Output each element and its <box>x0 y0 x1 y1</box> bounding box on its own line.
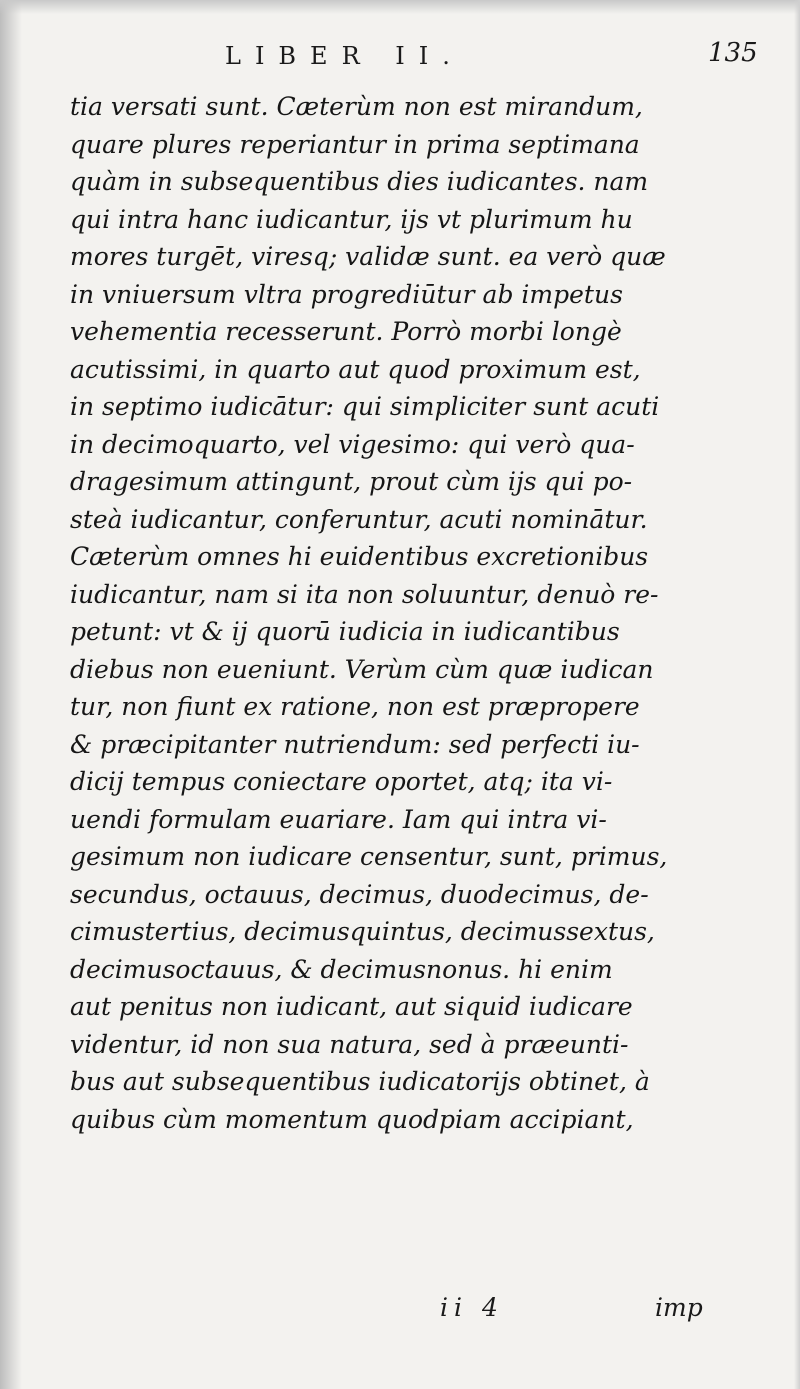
text-line: dicij tempus coniectare oportet, atq; ita vi- <box>70 767 613 796</box>
catchword: imp <box>655 1293 703 1322</box>
text-line: quibus cùm momentum quodpiam accipiant, <box>70 1104 634 1134</box>
gutter-shadow <box>0 0 22 1389</box>
top-edge-shadow <box>0 0 800 14</box>
text-line: aut penitus non iudicant, aut siquid iudicare <box>70 992 633 1021</box>
text-line: acutissimi, in quarto aut quod proximum est, <box>70 354 641 384</box>
text-line: in decimoquarto, vel vigesimo: qui verò qua- <box>70 429 635 459</box>
text-line: in vniuersum vltra progrediūtur ab impetus <box>70 279 623 309</box>
text-line: petunt: vt & ij quorū iudicia in iudicantibus <box>70 617 620 646</box>
text-line: iudicantur, nam si ita non soluuntur, denuò re- <box>70 579 659 609</box>
text-line: diebus non eueniunt. Verùm cùm quæ iudican <box>70 654 654 684</box>
running-head: LIBER II. <box>225 42 464 70</box>
page-number: 135 <box>708 38 758 68</box>
right-page-edge <box>794 0 800 1389</box>
signature-mark: ii 4 <box>440 1293 504 1322</box>
text-line: in septimo iudicātur: qui simpliciter sunt acuti <box>70 392 660 421</box>
text-line: & præcipitanter nutriendum: sed perfecti iu- <box>70 729 640 759</box>
text-line: tia versati sunt. Cæterùm non est mirandum, <box>70 92 643 121</box>
text-line: dragesimum attingunt, prout cùm ijs qui po- <box>70 467 633 496</box>
text-line: quàm in subsequentibus dies iudicantes. nam <box>70 167 649 196</box>
text-line: steà iudicantur, conferuntur, acuti nominātur. <box>70 504 648 534</box>
text-line: quare plures reperiantur in prima septimana <box>70 129 640 159</box>
text-line: bus aut subsequentibus iudicatorijs obtinet, à <box>70 1067 650 1096</box>
text-line: vehementia recesserunt. Porrò morbi longè <box>70 317 622 346</box>
text-line: mores turgēt, viresq; validæ sunt. ea verò quæ <box>70 242 666 271</box>
text-line: cimustertius, decimusquintus, decimussextus, <box>70 917 655 946</box>
text-line: gesimum non iudicare censentur, sunt, primus, <box>70 842 668 871</box>
text-line: tur, non fiunt ex ratione, non est præpropere <box>70 692 640 721</box>
text-line: secundus, octauus, decimus, duodecimus, de- <box>70 879 649 909</box>
text-line: decimusoctauus, & decimusnonus. hi enim <box>70 954 613 984</box>
text-block <box>70 88 720 1138</box>
text-line: uendi formulam euariare. Iam qui intra vi- <box>70 804 607 834</box>
text-line: Cæterùm omnes hi euidentibus excretionibus <box>70 542 649 571</box>
text-line: qui intra hanc iudicantur, ijs vt plurimum hu <box>70 204 633 234</box>
text-line: videntur, id non sua natura, sed à præeunti- <box>70 1029 629 1059</box>
